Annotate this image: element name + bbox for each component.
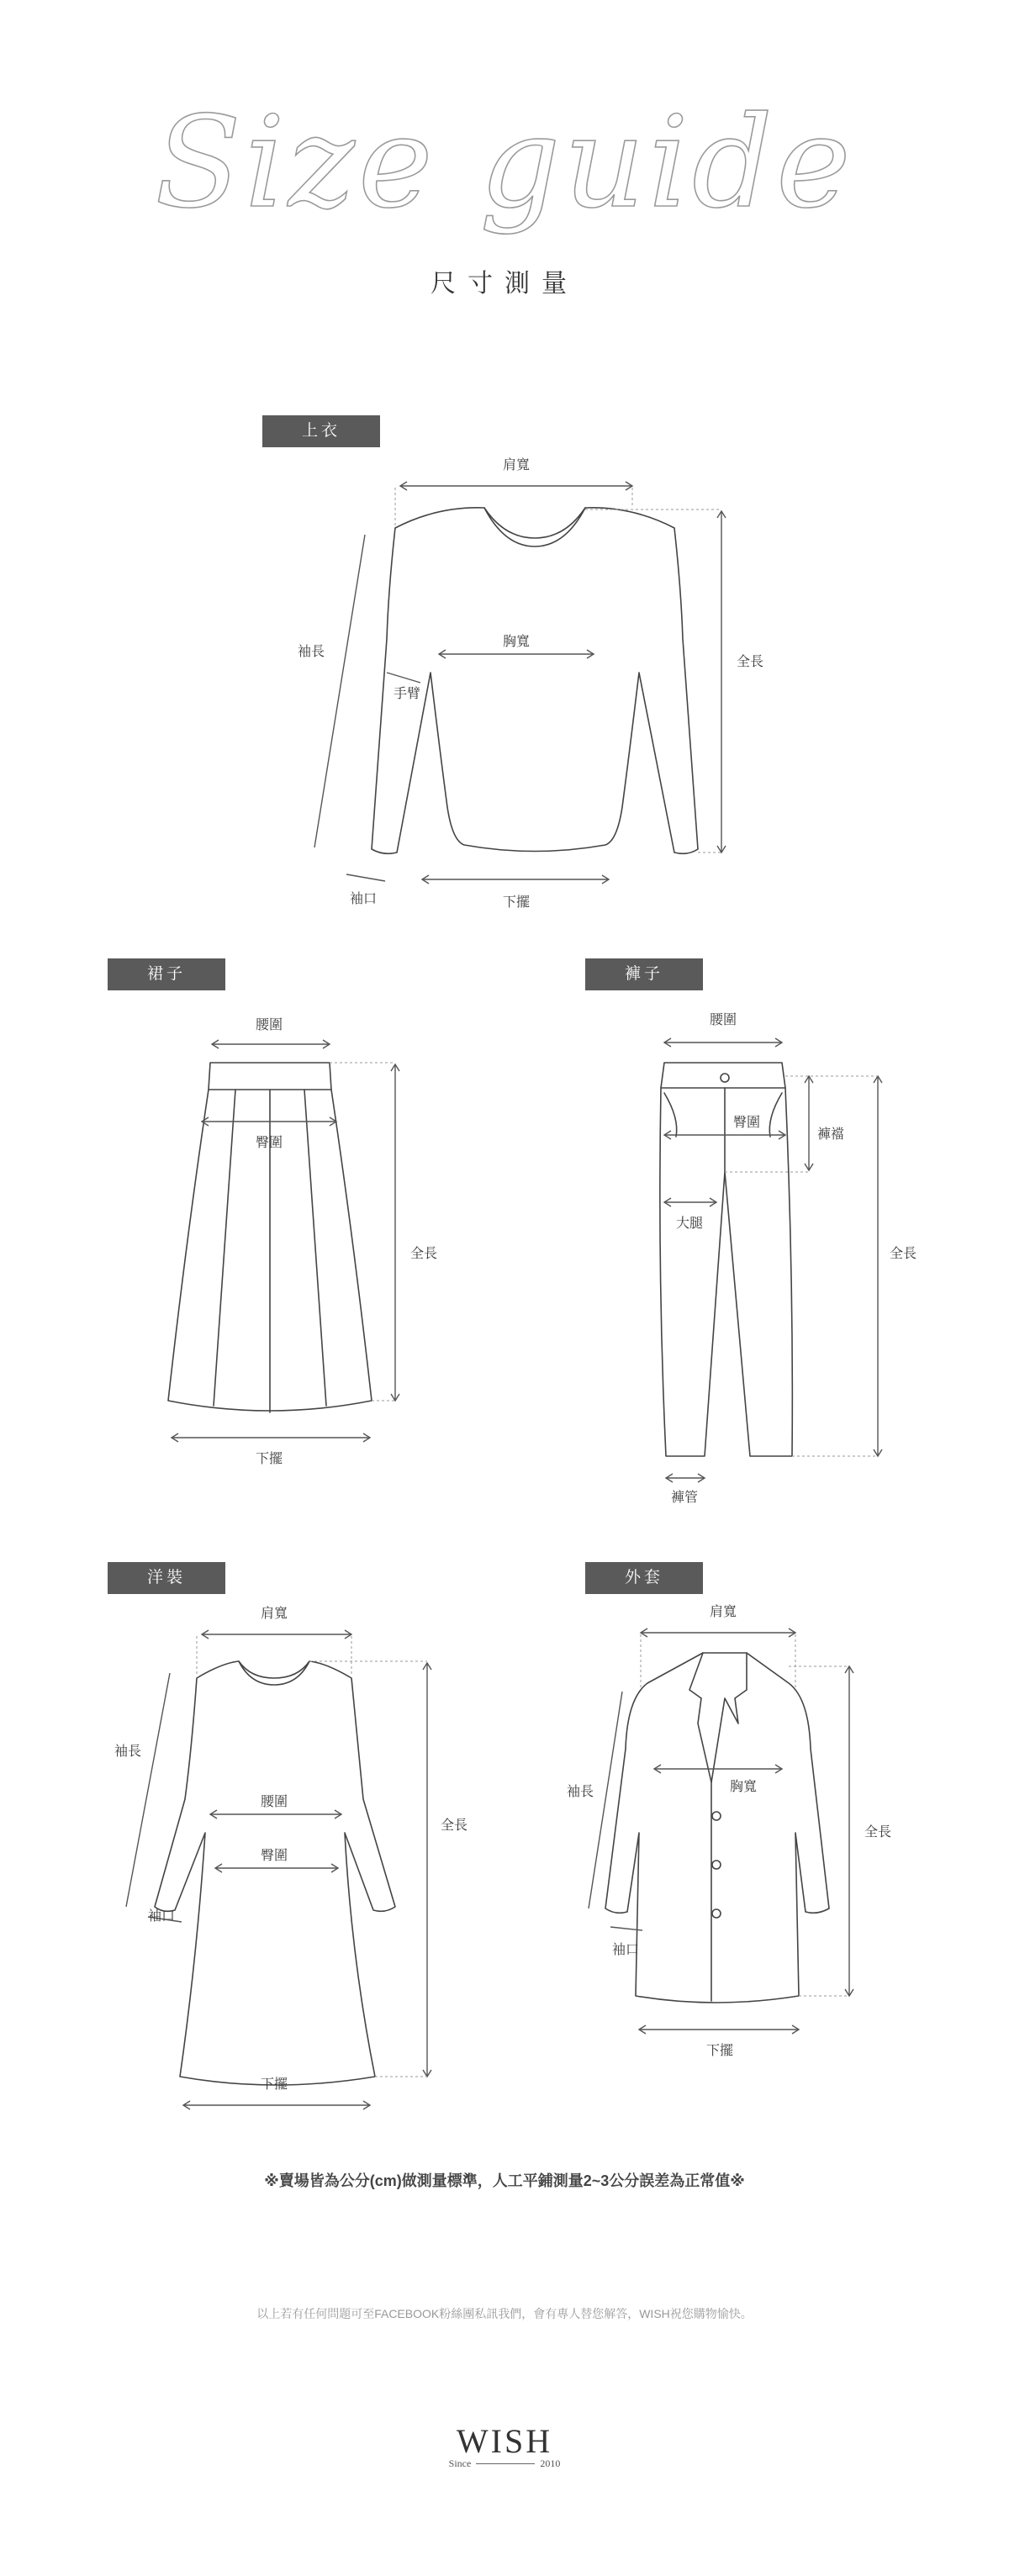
label-coat-length: 全長 [864, 1825, 892, 1840]
label-skirt-hem: 下擺 [255, 1452, 283, 1466]
label-coat-chest: 胸寬 [729, 1780, 758, 1794]
label-pants-leg: 褲管 [670, 1491, 699, 1505]
label-top-hem: 下擺 [502, 895, 531, 910]
since-label: Since [448, 2457, 472, 2469]
label-dress-sleeve: 袖長 [114, 1745, 142, 1759]
label-top-length: 全長 [736, 655, 764, 669]
label-coat-sleeve: 袖長 [566, 1785, 594, 1799]
contact-text: 以上若有任何問題可至FACEBOOK粉絲團私訊我們，會有專人替您解答，WISH祝您購物愉快。 [256, 2307, 753, 2320]
since-year: 2010 [540, 2457, 561, 2469]
brand-logo [0, 2421, 1009, 2470]
label-skirt-hip: 臀圍 [255, 1136, 283, 1150]
label-top-sleeve: 袖長 [297, 645, 325, 659]
brand-name: WISH [456, 2422, 553, 2460]
section-tag-coat: 外套 [585, 1562, 703, 1594]
label-coat-cuff: 袖口 [611, 1943, 640, 1957]
label-dress-length: 全長 [440, 1819, 468, 1833]
label-dress-shoulder: 肩寬 [260, 1607, 288, 1621]
label-dress-cuff: 袖口 [147, 1909, 176, 1924]
label-coat-hem: 下擺 [705, 2044, 734, 2058]
label-pants-length: 全長 [889, 1247, 917, 1261]
script-title-text: Size guide [155, 90, 854, 236]
label-dress-hem: 下擺 [260, 2077, 288, 2092]
section-tag-skirt: 裙子 [108, 958, 225, 990]
label-coat-shoulder: 肩寬 [709, 1605, 737, 1619]
label-skirt-length: 全長 [409, 1247, 438, 1261]
page-subtitle: 尺寸測量 [431, 270, 578, 298]
label-pants-rise: 褲襠 [816, 1127, 845, 1142]
label-top-shoulder: 肩寬 [502, 458, 531, 472]
label-top-arm: 手臂 [393, 687, 421, 701]
label-top-chest: 胸寬 [502, 635, 531, 649]
section-tag-top: 上衣 [262, 415, 380, 447]
label-pants-hip: 臀圍 [732, 1116, 761, 1130]
coat-sleeve-line [589, 1692, 622, 1908]
label-pants-waist: 腰圍 [709, 1013, 737, 1027]
label-pants-thigh: 大腿 [675, 1217, 704, 1231]
label-skirt-waist: 腰圍 [255, 1018, 283, 1032]
label-top-cuff: 袖口 [349, 892, 378, 906]
measurement-note: ※賣場皆為公分(cm)做測量標準，人工平鋪測量2~3公分誤差為正常值※ [264, 2172, 745, 2189]
section-tag-dress: 洋裝 [108, 1562, 225, 1594]
since-divider [476, 2463, 535, 2464]
label-dress-hip: 臀圍 [260, 1849, 288, 1863]
section-tag-pants: 褲子 [585, 958, 703, 990]
label-dress-waist: 腰圍 [260, 1795, 288, 1809]
